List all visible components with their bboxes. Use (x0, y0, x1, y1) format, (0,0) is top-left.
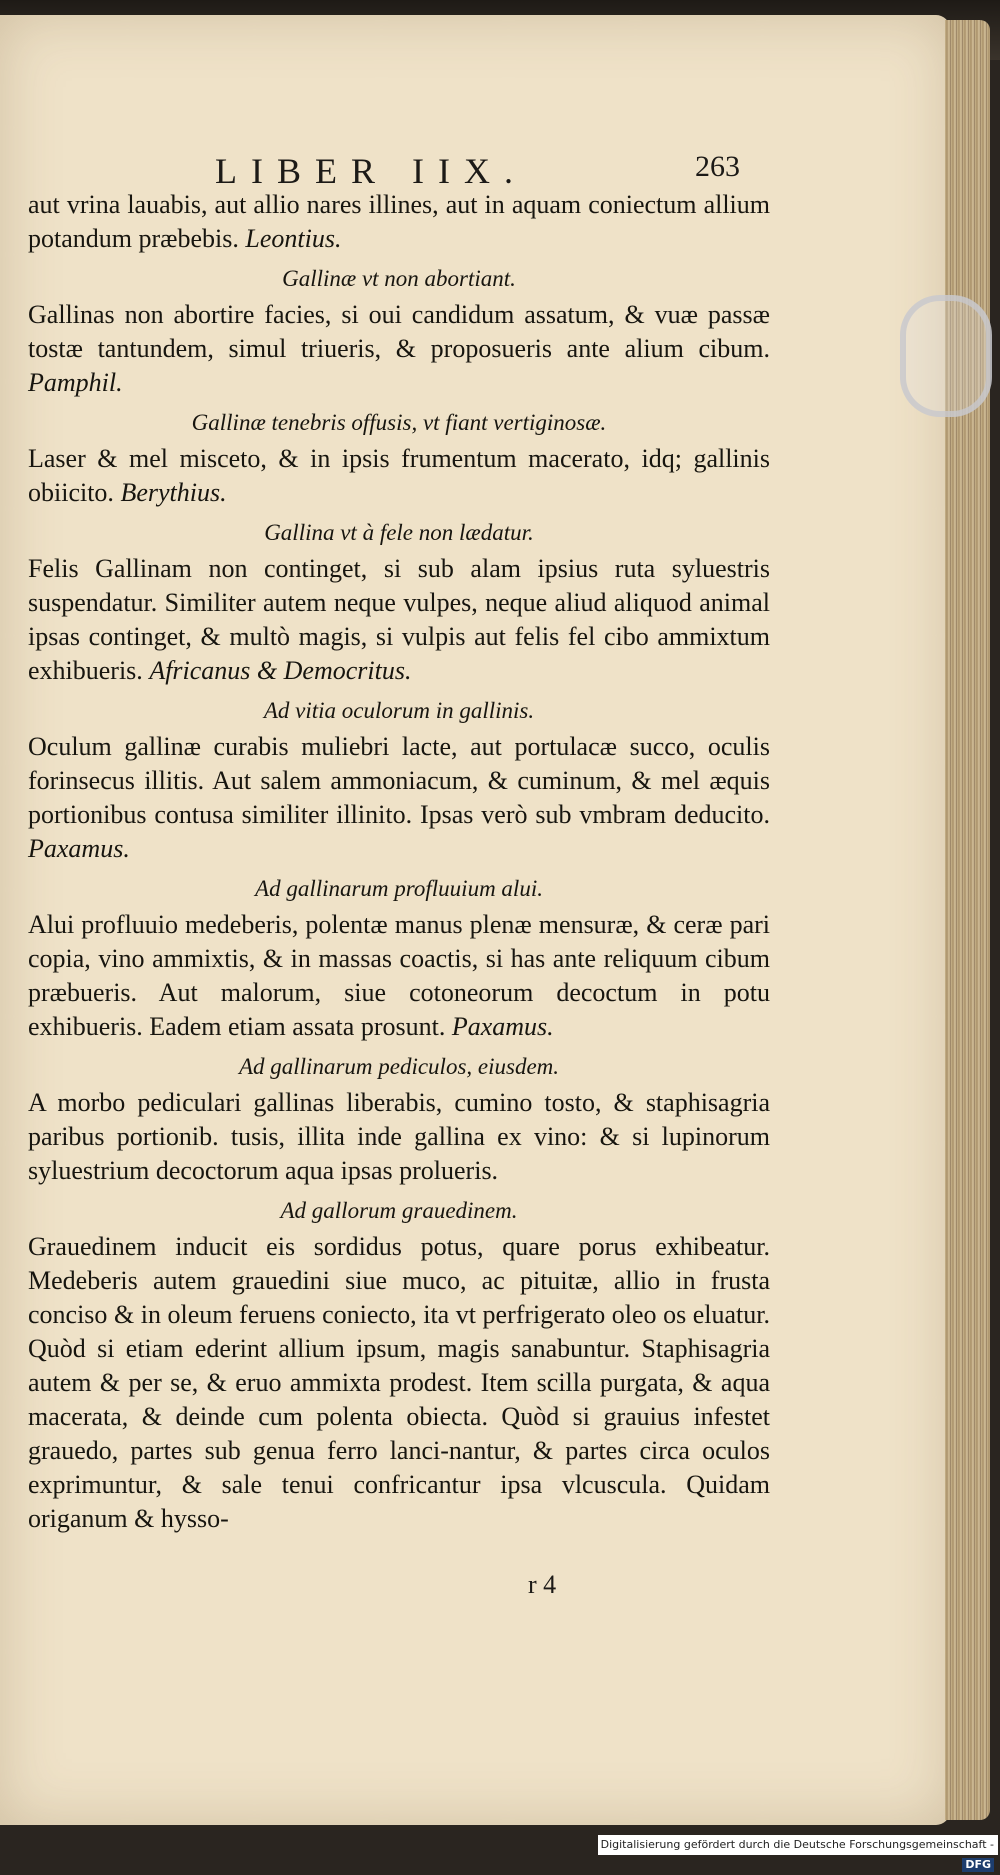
section-2-source: Berythius. (120, 478, 227, 507)
section-4-heading: Ad vitia oculorum in gallinis. (263, 698, 535, 723)
section-5-heading: Ad gallinarum profluuium alui. (255, 876, 543, 901)
section-7-heading: Ad gallorum grauedinem. (280, 1198, 518, 1223)
section-0 (28, 188, 770, 256)
dfg-logo: DFG (962, 1858, 994, 1872)
digitization-footer (598, 1835, 998, 1871)
footer-text: Digitalisierung gefördert durch die Deutsche Forschungsgemeinschaft - (600, 1838, 994, 1851)
section-3-text: Felis Gallinam non continget, si sub alam ipsius ruta syluestris suspendatur. Similiter autem neque vulpes, neque aliud aliquod animal ipsas continget, & multò magis, si vulpis aut felis fel cibo ammixtum exhibueris. (28, 554, 770, 685)
page-edges (945, 20, 990, 1820)
section-6 (28, 1086, 770, 1188)
section-5-source: Paxamus. (451, 1012, 554, 1041)
section-4 (28, 730, 770, 866)
bookmark-clip (900, 295, 992, 417)
printer-signature: r 4 (528, 1570, 557, 1599)
page-number: 263 (695, 150, 740, 183)
section-5 (28, 908, 770, 1044)
section-0-source: Leontius. (245, 224, 342, 253)
section-0-text: aut vrina lauabis, aut allio nares illines, aut in aquam coniectum allium potandum præbebis. (28, 190, 770, 253)
section-1-heading: Gallinæ vt non abortiant. (282, 266, 516, 291)
section-5-text: Alui profluuio medeberis, polentæ manus plenæ mensuræ, & ceræ pari copia, vino ammixtis, & in massas coactis, si has ante reliquum cibum præbueris. Aut malorum, siue cotoneorum decoctum in potu exhibueris. Eadem etiam assata prosunt. (28, 910, 770, 1041)
section-1-source: Pamphil. (28, 368, 123, 397)
section-4-text: Oculum gallinæ curabis muliebri lacte, aut portulacæ succo, oculis forinsecus illitis. Aut salem ammoniacum, & cuminum, & mel æquis portionibus contusa similiter illinito. Ipsas verò sub vmbram deducito. (28, 732, 770, 829)
section-2 (28, 442, 770, 510)
section-3-source: Africanus & Democritus. (149, 656, 412, 685)
section-6-text: A morbo pediculari gallinas liberabis, cumino tosto, & staphisagria paribus portionib. tusis, illita inde gallina ex vino: & si lupinorum syluestrium decoctorum aqua ipsas prolueris. (28, 1088, 770, 1185)
section-2-text: Laser & mel misceto, & in ipsis frumentum macerato, idq; gallinis obiicito. (28, 444, 770, 507)
section-4-source: Paxamus. (28, 834, 130, 863)
section-3-heading: Gallina vt à fele non lædatur. (264, 520, 534, 545)
section-2-heading: Gallinæ tenebris offusis, vt fiant vertiginosæ. (191, 410, 607, 435)
page-body (28, 188, 770, 1542)
section-1-text: Gallinas non abortire facies, si oui candidum assatum, & vuæ passæ tostæ tantundem, simul triueris, & proposueris ante alium cibum. (28, 300, 770, 363)
section-3 (28, 552, 770, 688)
running-header: LIBER IIX. (215, 151, 527, 191)
section-7 (28, 1230, 770, 1536)
section-6-heading: Ad gallinarum pediculos, eiusdem. (238, 1054, 560, 1079)
section-7-text: Grauedinem inducit eis sordidus potus, quare porus exhibeatur. Medeberis autem grauedini siue muco, ac pituitæ, allio in frusta conciso & in oleum feruens coniecto, ita vt perfrigerato oleo os eluatur. Quòd si etiam ederint allium ipsum, magis sanabuntur. Staphisagria autem & per se, & eruo ammixta prodest. Item scilla purgata, & aqua macerata, & deinde cum polenta obiecta. Quòd si grauius infestet grauedo, partes sub genua ferro lanci-nantur, & partes circa oculos exprimuntur, & sale tenui confricantur ipsa vlcuscula. Quidam origanum & hysso- (28, 1232, 770, 1533)
section-1 (28, 298, 770, 400)
